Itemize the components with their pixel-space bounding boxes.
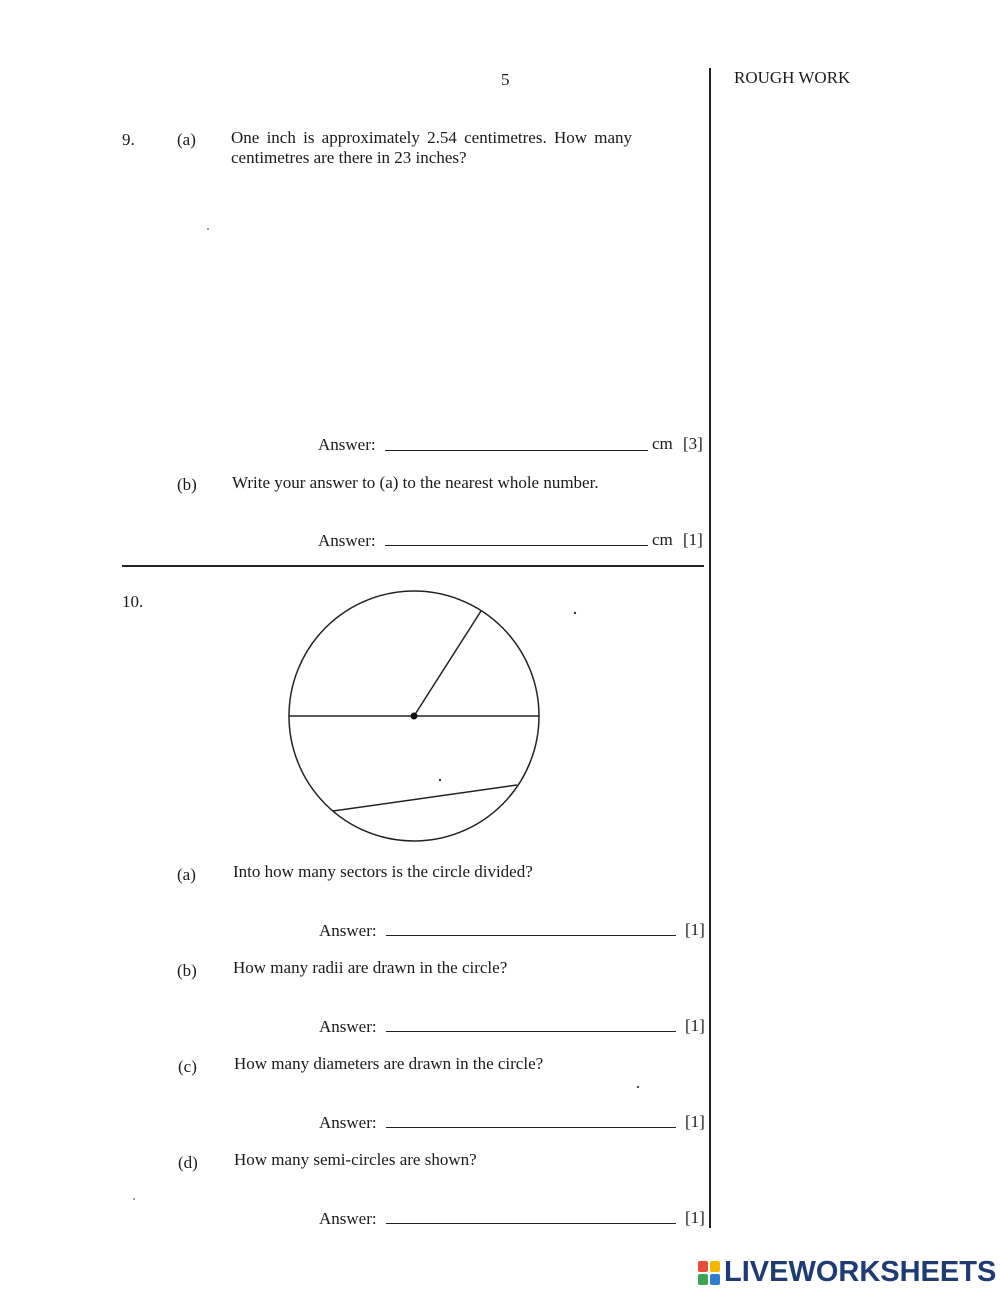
logo-square-red [698,1261,708,1272]
chord-line [333,785,517,811]
question-9a-text-line2: centimetres are there in 23 inches? [231,148,467,167]
rough-work-divider [709,68,711,1228]
stray-dot [574,612,576,614]
logo-square-yellow [710,1261,720,1272]
question-10b-marks: [1] [685,1016,705,1035]
question-9a-unit: cm [652,434,673,453]
question-9b-unit: cm [652,530,673,549]
liveworksheets-logo[interactable] [698,1256,996,1289]
question-10d-answer-field[interactable] [386,1223,676,1224]
question-10d-marks: [1] [685,1208,705,1227]
question-9a-text-line1: One inch is approximately 2.54 centimetres. How many [231,128,633,147]
centre-point [411,713,418,720]
circle-outline [289,591,539,841]
question-9a-marks: [3] [683,434,703,453]
question-10a-label: (a) [177,865,196,884]
page-number: 5 [501,70,510,89]
question-separator [122,565,704,567]
question-9a-answer-label: Answer: [318,435,376,454]
radius-line [414,611,481,716]
question-10a-text: Into how many sectors is the circle divided? [233,862,533,881]
question-10d-text: How many semi-circles are shown? [234,1150,477,1169]
question-10d-answer-label: Answer: [319,1209,377,1228]
logo-square-green [698,1274,708,1285]
logo-square-blue [710,1274,720,1285]
liveworksheets-logo-icon [698,1261,720,1285]
question-10-number: 10. [122,592,144,611]
rough-work-heading: ROUGH WORK [734,68,851,87]
question-10c-label: (c) [178,1057,197,1076]
question-10a-marks: [1] [685,920,705,939]
question-10b-answer-field[interactable] [386,1031,676,1032]
stray-dot [439,779,441,781]
stray-dot [133,1198,135,1200]
question-10c-answer-field[interactable] [386,1127,676,1128]
liveworksheets-brand-text: LIVEWORKSHEETS [724,1256,997,1288]
question-10b-answer-label: Answer: [319,1017,377,1036]
question-10a-answer-label: Answer: [319,921,377,940]
question-9b-text: Write your answer to (a) to the nearest whole number. [232,473,599,492]
question-10b-label: (b) [177,961,197,980]
question-9b-marks: [1] [683,530,703,549]
question-9-number: 9. [122,130,135,149]
question-10c-text: How many diameters are drawn in the circle? [234,1054,544,1073]
question-10c-marks: [1] [685,1112,705,1131]
stray-dot [637,1086,639,1088]
stray-dot [207,228,209,230]
question-9b-answer-label: Answer: [318,531,376,550]
question-10c-answer-label: Answer: [319,1113,377,1132]
question-9b-answer-field[interactable] [385,545,648,546]
question-10b-text: How many radii are drawn in the circle? [233,958,508,977]
question-9a-label: (a) [177,130,196,149]
question-10d-label: (d) [178,1153,198,1172]
question-9a-answer-field[interactable] [385,450,648,451]
question-10a-answer-field[interactable] [386,935,676,936]
question-9b-label: (b) [177,475,197,494]
